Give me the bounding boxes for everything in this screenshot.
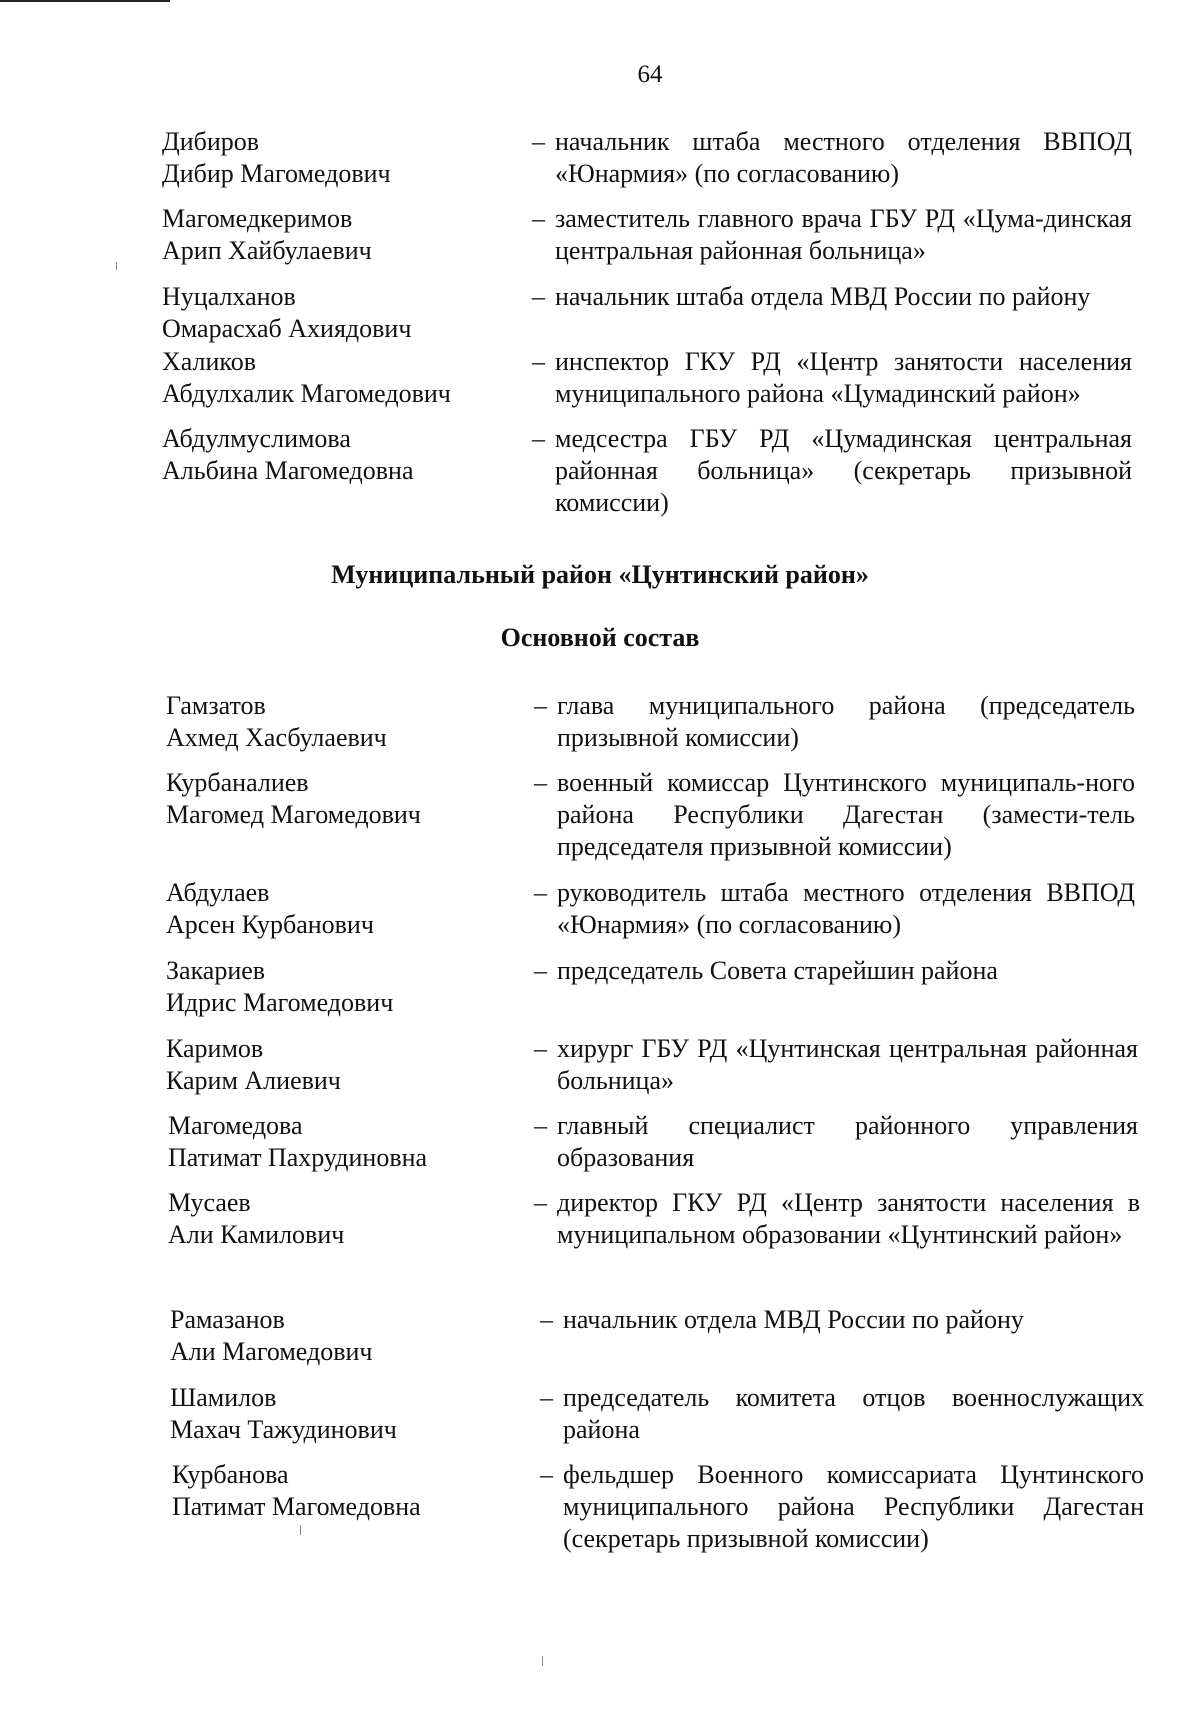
member-name <box>162 281 492 345</box>
member-role: фельдшер Военного комиссариата Цунтинского муниципального района Республики Дагестан (секретарь призывной комиссии) <box>563 1460 1144 1553</box>
member-role: директор ГКУ РД «Центр занятости населения в муниципальном образовании «Цунтинский район» <box>557 1188 1140 1249</box>
role-dash: – <box>532 424 545 453</box>
member-surname: Нуцалханов <box>162 282 296 311</box>
member-given-name: Арип Хайбулаевич <box>162 236 372 265</box>
member-role: медсестра ГБУ РД «Цумадинская центральная районная больница» (секретарь призывной комиссии) <box>555 424 1132 517</box>
member-given-name: Ахмед Хасбулаевич <box>166 723 387 752</box>
member-name <box>168 1187 498 1251</box>
member-given-name: Али Камилович <box>168 1220 345 1249</box>
member-role: председатель Совета старейшин района <box>557 956 998 985</box>
member-surname: Абдулаев <box>166 878 270 907</box>
member-surname: Шамилов <box>170 1383 277 1412</box>
member-name <box>166 955 496 1019</box>
member-name <box>162 346 492 410</box>
scan-speck <box>300 1525 301 1535</box>
member-surname: Магомедкеримов <box>162 204 353 233</box>
member-surname: Дибиров <box>162 127 260 156</box>
member-role: руководитель штаба местного отделения ВВПОД «Юнармия» (по согласованию) <box>557 878 1135 939</box>
member-surname: Магомедова <box>168 1111 303 1140</box>
member-given-name: Дибир Магомедович <box>162 159 391 188</box>
role-dash: – <box>540 1383 553 1412</box>
role-dash: – <box>532 282 545 311</box>
member-surname: Абдулмуслимова <box>162 424 351 453</box>
scan-speck <box>116 262 117 270</box>
member-name <box>166 877 496 941</box>
role-dash: – <box>540 1305 553 1334</box>
member-given-name: Патимат Пахрудиновна <box>168 1143 428 1172</box>
member-surname: Каримов <box>166 1034 264 1063</box>
member-role: председатель комитета отцов военнослужащих района <box>563 1383 1144 1444</box>
member-role: военный комиссар Цунтинского муниципаль-ного района Республики Дагестан (замести-тель председателя призывной комиссии) <box>557 768 1135 861</box>
member-surname: Курбаналиев <box>166 768 309 797</box>
role-dash: – <box>532 204 545 233</box>
member-given-name: Арсен Курбанович <box>166 910 374 939</box>
scan-speck <box>542 1656 543 1666</box>
member-role: хирург ГБУ РД «Цунтинская центральная районная больница» <box>557 1034 1138 1095</box>
member-surname: Халиков <box>162 347 257 376</box>
member-given-name: Абдулхалик Магомедович <box>162 379 451 408</box>
member-name <box>166 690 496 754</box>
role-dash: – <box>532 347 545 376</box>
section-title: Муниципальный район «Цунтинский район» <box>331 560 869 589</box>
role-dash: – <box>534 878 547 907</box>
member-role: начальник штаба отдела МВД России по району <box>555 282 1091 311</box>
scan-edge <box>0 0 170 2</box>
member-role: инспектор ГКУ РД «Центр занятости населения муниципального района «Цумадинский район» <box>555 347 1132 408</box>
member-name <box>168 1110 498 1174</box>
member-given-name: Омарасхаб Ахиядович <box>162 314 412 343</box>
page-number: 64 <box>637 61 663 88</box>
role-dash: – <box>534 1188 547 1217</box>
member-name <box>172 1459 502 1523</box>
member-surname: Рамазанов <box>170 1305 285 1334</box>
member-given-name: Карим Алиевич <box>166 1066 341 1095</box>
member-surname: Мусаев <box>168 1188 251 1217</box>
member-surname: Курбанова <box>172 1460 289 1489</box>
member-role: глава муниципального района (председатель призывной комиссии) <box>557 691 1135 752</box>
member-role: начальник штаба местного отделения ВВПОД «Юнармия» (по согласованию) <box>555 127 1132 188</box>
member-name <box>166 1033 496 1097</box>
member-name <box>162 203 492 267</box>
subsection-title: Основной состав <box>500 623 700 652</box>
member-name <box>170 1304 500 1368</box>
member-role: начальник отдела МВД России по району <box>563 1305 1024 1334</box>
member-role: заместитель главного врача ГБУ РД «Цума-динская центральная районная больница» <box>555 204 1132 265</box>
member-given-name: Патимат Магомедовна <box>172 1492 421 1521</box>
member-role: главный специалист районного управления образования <box>557 1111 1138 1172</box>
member-name <box>162 423 492 487</box>
role-dash: – <box>540 1460 553 1489</box>
role-dash: – <box>534 768 547 797</box>
role-dash: – <box>532 127 545 156</box>
role-dash: – <box>534 691 547 720</box>
member-given-name: Магомед Магомедович <box>166 800 421 829</box>
member-name <box>162 126 492 190</box>
role-dash: – <box>534 1111 547 1140</box>
role-dash: – <box>534 956 547 985</box>
member-name <box>170 1382 500 1446</box>
member-name <box>166 767 496 831</box>
role-dash: – <box>534 1034 547 1063</box>
member-given-name: Махач Тажудинович <box>170 1415 397 1444</box>
member-surname: Гамзатов <box>166 691 266 720</box>
member-surname: Закариев <box>166 956 266 985</box>
member-given-name: Альбина Магомедовна <box>162 456 414 485</box>
member-given-name: Али Магомедович <box>170 1337 373 1366</box>
member-given-name: Идрис Магомедович <box>166 988 394 1017</box>
